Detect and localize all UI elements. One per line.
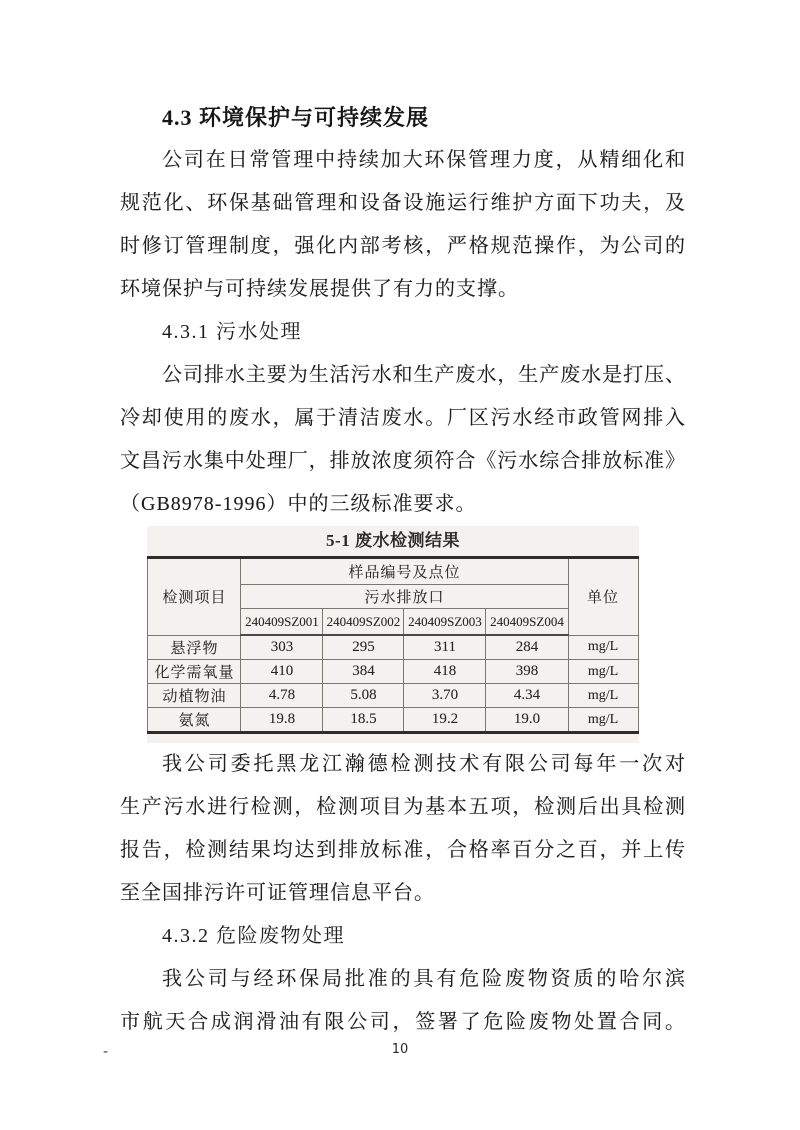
table-header-unit: 单位 bbox=[568, 558, 638, 636]
table-row bbox=[148, 684, 638, 708]
row-value: 4.34 bbox=[486, 684, 568, 708]
table-header-sample-id: 240409SZ002 bbox=[323, 609, 404, 636]
row-item-label: 悬浮物 bbox=[148, 635, 241, 660]
row-value: 19.0 bbox=[486, 708, 568, 733]
row-value: 3.70 bbox=[404, 684, 486, 708]
table-header-outlet: 污水排放口 bbox=[241, 585, 568, 609]
row-value: 19.2 bbox=[404, 708, 486, 733]
paragraph-line: 时修订管理制度，强化内部考核，严格规范操作，为公司的 bbox=[120, 235, 685, 257]
wastewater-results-table bbox=[147, 556, 638, 734]
paragraph-line: 冷却使用的废水，属于清洁废水。厂区污水经市政管网排入 bbox=[120, 407, 685, 429]
paragraph-line: （GB8978-1996）中的三级标准要求。 bbox=[120, 493, 477, 515]
table-header-sample-id: 240409SZ004 bbox=[486, 609, 568, 636]
row-item-label: 氨氮 bbox=[148, 708, 241, 733]
paragraph-line: 报告，检测结果均达到排放标准，合格率百分之百，并上传 bbox=[120, 839, 685, 861]
row-value: 311 bbox=[404, 635, 486, 660]
page-footer bbox=[0, 1042, 800, 1064]
footer-mark: - bbox=[103, 1044, 109, 1060]
table-header-item: 检测项目 bbox=[148, 558, 241, 636]
subsection-heading: 4.3.2 危险废物处理 bbox=[162, 925, 345, 947]
table-header-sample-id: 240409SZ003 bbox=[404, 609, 486, 636]
row-value: 5.08 bbox=[323, 684, 404, 708]
paragraph-line: 我公司委托黑龙江瀚德检测技术有限公司每年一次对 bbox=[162, 753, 685, 775]
row-value: 398 bbox=[486, 660, 568, 684]
paragraph-line: 至全国排污许可证管理信息平台。 bbox=[120, 882, 435, 904]
row-item-label: 动植物油 bbox=[148, 684, 241, 708]
row-unit: mg/L bbox=[568, 635, 638, 660]
row-unit: mg/L bbox=[568, 708, 638, 733]
row-value: 4.78 bbox=[241, 684, 323, 708]
table-title: 5-1 废水检测结果 bbox=[326, 531, 460, 550]
row-unit: mg/L bbox=[568, 684, 638, 708]
page-number: 10 bbox=[391, 1042, 409, 1057]
table-row bbox=[148, 635, 638, 660]
paragraph-line: 生产污水进行检测，检测项目为基本五项，检测后出具检测 bbox=[120, 796, 685, 818]
paragraph-line: 公司排水主要为生活污水和生产废水，生产废水是打压、 bbox=[162, 364, 685, 386]
row-unit: mg/L bbox=[568, 660, 638, 684]
table-row bbox=[148, 708, 638, 733]
paragraph-line: 规范化、环保基础管理和设备设施运行维护方面下功夫，及 bbox=[120, 192, 685, 214]
paragraph-line: 环境保护与可持续发展提供了有力的支撑。 bbox=[120, 278, 519, 300]
table-header-sample-id: 240409SZ001 bbox=[241, 609, 323, 636]
row-value: 418 bbox=[404, 660, 486, 684]
row-value: 410 bbox=[241, 660, 323, 684]
row-value: 295 bbox=[323, 635, 404, 660]
row-value: 19.8 bbox=[241, 708, 323, 733]
row-value: 18.5 bbox=[323, 708, 404, 733]
subsection-heading: 4.3.1 污水处理 bbox=[162, 321, 302, 343]
row-value: 384 bbox=[323, 660, 404, 684]
table-row bbox=[148, 660, 638, 684]
row-value: 303 bbox=[241, 635, 323, 660]
wastewater-table-section bbox=[147, 526, 639, 743]
paragraph-line: 公司在日常管理中持续加大环保管理力度，从精细化和 bbox=[162, 149, 685, 171]
paragraph-line: 我公司与经环保局批准的具有危险废物资质的哈尔滨 bbox=[162, 968, 685, 990]
row-item-label: 化学需氧量 bbox=[148, 660, 241, 684]
paragraph-line: 文昌污水集中处理厂，排放浓度须符合《污水综合排放标准》 bbox=[120, 450, 685, 472]
table-header-sample-group: 样品编号及点位 bbox=[241, 558, 568, 585]
section-heading: 4.3 环境保护与可持续发展 bbox=[162, 105, 430, 130]
row-value: 284 bbox=[486, 635, 568, 660]
document-body bbox=[120, 96, 685, 1044]
paragraph-line: 市航天合成润滑油有限公司，签署了危险废物处置合同。 bbox=[120, 1011, 685, 1033]
